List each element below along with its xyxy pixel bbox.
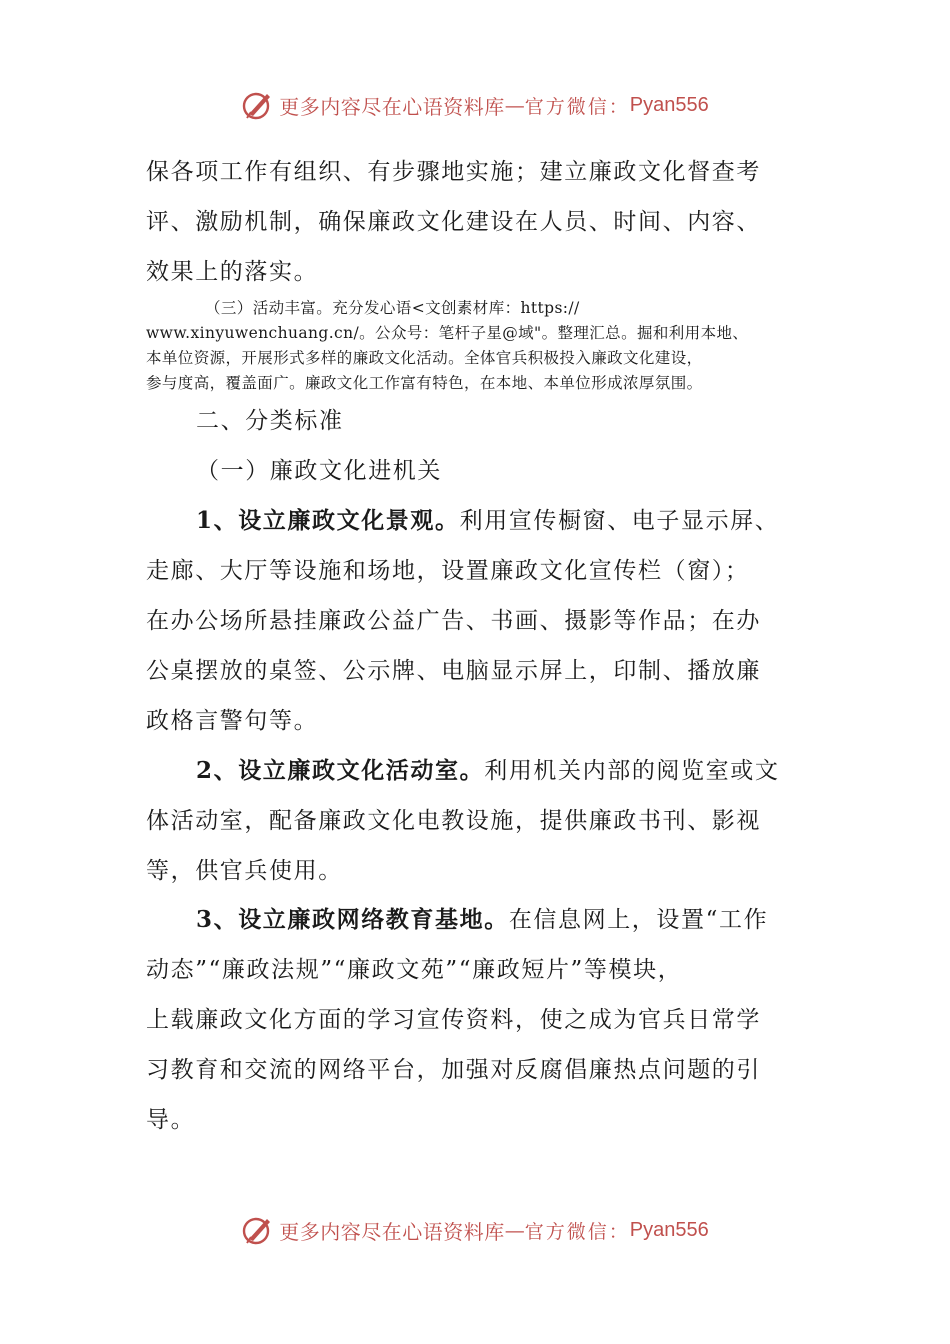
banner-wechat-id: Pyan556	[629, 93, 709, 116]
paragraph-line: 效果上的落实。	[146, 259, 319, 285]
paragraph-line: 上载廉政文化方面的学习宣传资料，使之成为官兵日常学	[146, 1007, 761, 1033]
paragraph-line: 等，供官兵使用。	[146, 858, 343, 884]
small-paragraph-line: （三）活动丰富。充分发心语<文创素材库：https://	[205, 299, 580, 317]
paragraph-line: 习教育和交流的网络平台，加强对反腐倡廉热点问题的引	[146, 1057, 761, 1083]
quill-logo-icon	[241, 1213, 275, 1247]
header-banner	[0, 83, 950, 127]
small-paragraph-line: www.xinyuwenchuang.cn/。公众号：笔杆子星@域"。整理汇总。掘和利用本地、	[146, 324, 749, 342]
banner-title: 更多内容尽在心语资料库	[279, 1219, 505, 1244]
quill-logo-icon	[241, 88, 275, 122]
item-2-text: 利用机关内部的阅览室或文	[484, 758, 780, 784]
item-3-first-line	[196, 901, 768, 934]
paragraph-line: 在办公场所悬挂廉政公益广告、书画、摄影等作品；在办	[146, 608, 761, 634]
small-paragraph-line: 本单位资源，开展形式多样的廉政文化活动。全体官兵积极投入廉政文化建设，	[146, 349, 703, 367]
paragraph-line: 体活动室，配备廉政文化电教设施，提供廉政书刊、影视	[146, 808, 761, 834]
banner-dash: —	[504, 93, 525, 117]
paragraph-line: 保各项工作有组织、有步骤地实施；建立廉政文化督查考	[146, 159, 761, 185]
section-heading: 二、分类标准	[196, 408, 344, 434]
banner-wechat-label: 官方微信：	[524, 1220, 630, 1243]
subsection-heading: （一）廉政文化进机关	[196, 458, 442, 484]
item-2-title: 2、设立廉政文化活动室。	[196, 757, 485, 784]
paragraph-line: 动态”“廉政法规”“廉政文苑”“廉政短片”等模块，	[146, 957, 683, 983]
banner-dash: —	[504, 1218, 525, 1242]
item-1-first-line	[196, 502, 779, 535]
item-2-first-line	[196, 752, 779, 785]
item-1-title: 1、设立廉政文化景观。	[196, 507, 460, 534]
banner-wechat-id: Pyan556	[629, 1218, 709, 1241]
item-1-text: 利用宣传橱窗、电子显示屏、	[459, 508, 780, 534]
banner-wechat-label: 官方微信：	[524, 95, 630, 118]
footer-banner	[0, 1208, 950, 1252]
paragraph-line: 评、激励机制，确保廉政文化建设在人员、时间、内容、	[146, 209, 761, 235]
item-3-text: 在信息网上，设置“工作	[508, 907, 769, 933]
paragraph-line: 政格言警句等。	[146, 708, 319, 734]
paragraph-line: 走廊、大厅等设施和场地，设置廉政文化宣传栏（窗）；	[146, 558, 750, 584]
small-paragraph-line: 参与度高，覆盖面广。廉政文化工作富有特色，在本地、本单位形成浓厚氛围。	[146, 374, 703, 392]
paragraph-line: 导。	[146, 1107, 196, 1133]
banner-title: 更多内容尽在心语资料库	[279, 94, 505, 119]
item-3-title: 3、设立廉政网络教育基地。	[196, 906, 509, 933]
paragraph-line: 公桌摆放的桌签、公示牌、电脑显示屏上，印制、播放廉	[146, 658, 761, 684]
